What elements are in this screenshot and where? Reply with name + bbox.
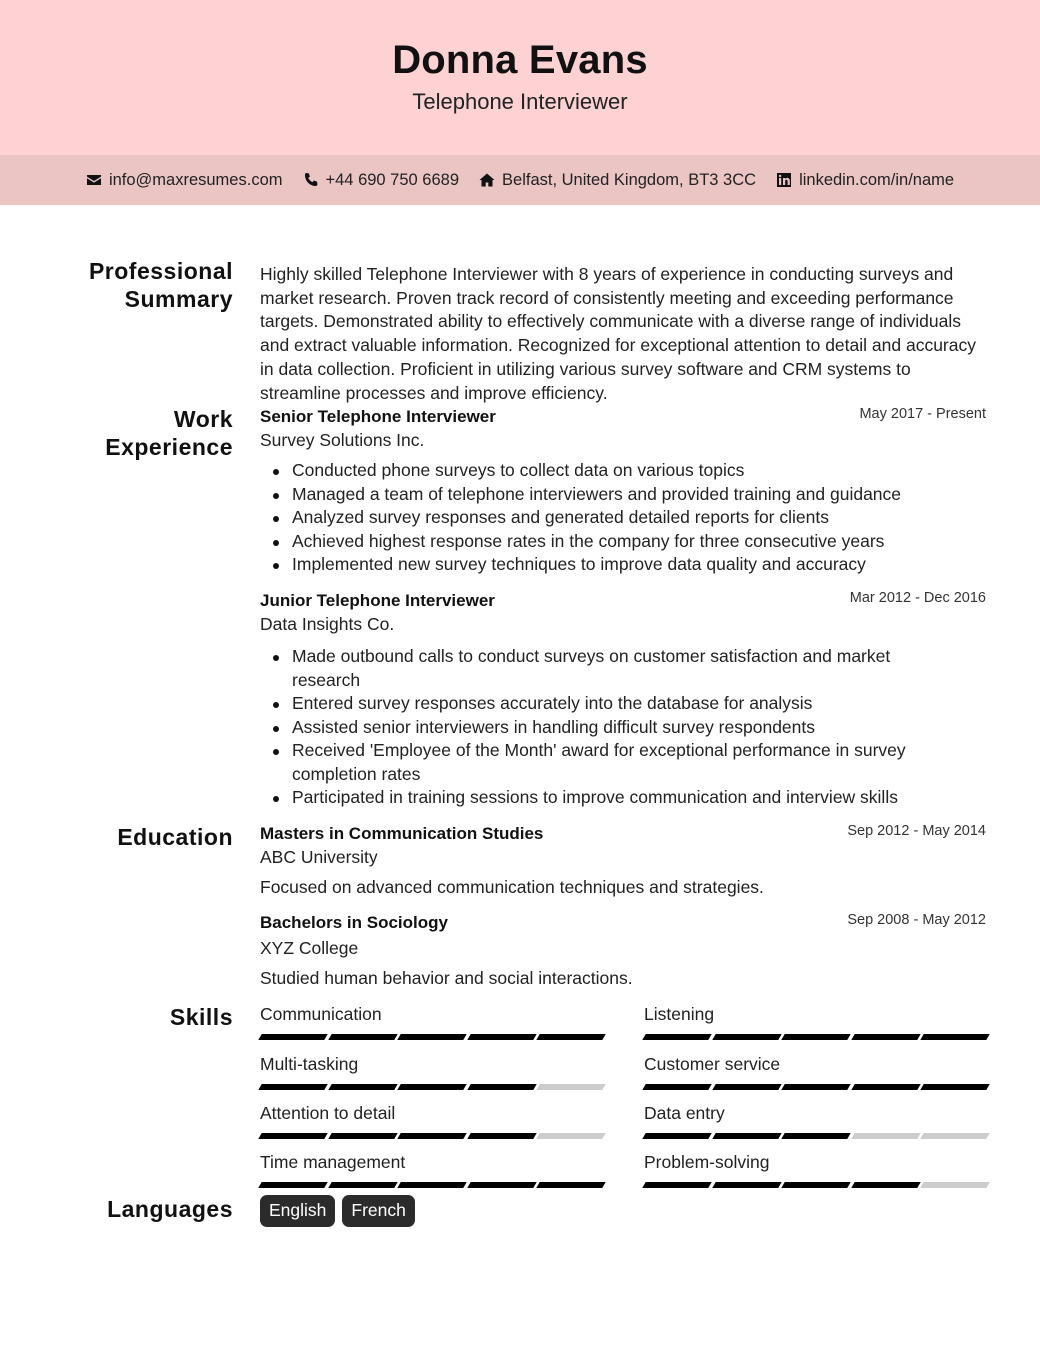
skill-segment-filled [397,1034,466,1040]
skill-segment-empty [921,1133,990,1139]
skill-segment-filled [328,1182,397,1188]
list-item: Managed a team of telephone interviewers and provided training and guidance [292,483,982,507]
skill-segment-filled [328,1034,397,1040]
list-item: Assisted senior interviewers in handling difficult survey respondents [292,716,952,740]
skill-item [260,1054,605,1090]
skill-level-bar [260,1034,605,1040]
skill-segment-filled [712,1133,781,1139]
section-title-education: Education [117,824,233,850]
job-dates: May 2017 - Present [859,406,986,422]
skill-segment-filled [467,1182,536,1188]
education-dates: Sep 2008 - May 2012 [847,912,986,928]
skill-segment-filled [328,1084,397,1090]
skill-level-bar [260,1182,605,1188]
skill-segment-filled [397,1182,466,1188]
contact-phone[interactable] [303,171,460,190]
skill-segment-filled [328,1133,397,1139]
skill-segment-filled [712,1084,781,1090]
skill-level-bar [260,1133,605,1139]
job-bullets [292,645,952,810]
contact-bar [0,155,1040,205]
list-item: Made outbound calls to conduct surveys on customer satisfaction and market research [292,645,952,692]
section-title-summary [89,257,233,313]
skill-segment-filled [712,1182,781,1188]
skill-item [644,1152,989,1188]
list-item: Entered survey responses accurately into the database for analysis [292,692,952,716]
language-list [260,1195,415,1227]
job-company: Data Insights Co. [260,614,395,634]
education-school: XYZ College [260,938,359,958]
contact-linkedin[interactable] [776,171,954,190]
section-title-work-line2: Experience [105,434,233,460]
skill-segment-filled [781,1034,850,1040]
job-company: Survey Solutions Inc. [260,430,425,450]
section-title-work [105,405,233,461]
skill-segment-filled [467,1034,536,1040]
skill-level-bar [644,1182,989,1188]
skill-segment-filled [712,1034,781,1040]
list-item: Received 'Employee of the Month' award for exceptional performance in survey completion rates [292,739,952,786]
skill-segment-empty [851,1133,920,1139]
contact-email[interactable] [86,171,283,190]
skill-level-bar [644,1133,989,1139]
list-item: Participated in training sessions to improve communication and interview skills [292,786,952,810]
education-description: Focused on advanced communication techniques and strategies. [260,877,764,897]
section-title-summary-line2: Summary [124,286,233,312]
skill-segment-empty [537,1084,606,1090]
section-title-work-line1: Work [173,406,233,432]
skill-segment-filled [258,1034,327,1040]
section-title-languages: Languages [107,1196,233,1222]
linkedin-icon [776,172,792,188]
skill-name: Attention to detail [260,1103,396,1123]
job-title: Junior Telephone Interviewer [260,591,495,610]
education-description: Studied human behavior and social interactions. [260,968,633,988]
education-dates: Sep 2012 - May 2014 [847,823,986,839]
education-school: ABC University [260,847,378,867]
skill-item [260,1152,605,1188]
skill-name: Time management [260,1152,406,1172]
skill-item [260,1004,605,1040]
skill-segment-filled [537,1182,606,1188]
list-item: Implemented new survey techniques to improve data quality and accuracy [292,553,982,577]
skill-segment-filled [781,1182,850,1188]
skill-name: Multi-tasking [260,1054,359,1074]
contact-phone-text: +44 690 750 6689 [325,170,460,189]
skill-name: Data entry [644,1103,725,1123]
skill-segment-filled [921,1034,990,1040]
contact-linkedin-text: linkedin.com/in/name [799,170,955,189]
skill-name: Listening [644,1004,715,1024]
skill-segment-filled [781,1084,850,1090]
skill-segment-filled [258,1084,327,1090]
skill-segment-filled [467,1084,536,1090]
skill-segment-empty [921,1182,990,1188]
skill-segment-filled [537,1034,606,1040]
section-title-skills: Skills [169,1004,233,1030]
candidate-job-title: Telephone Interviewer [412,89,628,114]
education-degree: Masters in Communication Studies [260,824,544,843]
section-title-summary-line1: Professional [88,258,233,284]
skill-segment-filled [642,1182,711,1188]
phone-icon [303,172,319,188]
skill-item [644,1054,989,1090]
skill-level-bar [644,1034,989,1040]
education-degree: Bachelors in Sociology [260,913,448,932]
job-dates: Mar 2012 - Dec 2016 [849,590,986,606]
skill-segment-filled [921,1084,990,1090]
skill-segment-filled [642,1133,711,1139]
resume-header [0,0,1040,155]
skill-item [644,1103,989,1139]
skill-item [644,1004,989,1040]
skill-segment-filled [781,1133,850,1139]
list-item: Analyzed survey responses and generated detailed reports for clients [292,506,982,530]
skill-segment-filled [851,1034,920,1040]
envelope-icon [86,172,102,188]
skill-level-bar [644,1084,989,1090]
candidate-name: Donna Evans [392,38,648,82]
skill-segment-filled [397,1133,466,1139]
skill-segment-filled [851,1182,920,1188]
skill-level-bar [260,1084,605,1090]
skill-item [260,1103,605,1139]
skill-segment-filled [642,1034,711,1040]
contact-address-text: Belfast, United Kingdom, BT3 3CC [502,170,757,189]
job-title: Senior Telephone Interviewer [260,407,496,426]
skill-segment-filled [258,1182,327,1188]
skill-segment-filled [642,1084,711,1090]
list-item: Achieved highest response rates in the company for three consecutive years [292,530,982,554]
contact-address [479,171,756,190]
contact-email-text: info@maxresumes.com [108,170,283,189]
skill-name: Problem-solving [644,1152,770,1172]
job-bullets [292,459,982,577]
skill-segment-filled [851,1084,920,1090]
skill-name: Communication [260,1004,382,1024]
language-tag: English [260,1195,335,1227]
skill-segment-empty [537,1133,606,1139]
home-icon [479,172,495,188]
skill-segment-filled [258,1133,327,1139]
list-item: Conducted phone surveys to collect data on various topics [292,459,982,483]
summary-text: Highly skilled Telephone Interviewer with 8 years of experience in conducting surveys and market research. Proven track record of consistently meeting and exceeding performance targets. Demonstrated ability to effectively communicate with a diverse range of individuals and extract valuable information. Recognized for exceptional attention to detail and accuracy in data collection. Proficient in utilizing various survey software and CRM systems to streamline processes and improve efficiency. [260,264,976,403]
skill-segment-filled [467,1133,536,1139]
skill-segment-filled [397,1084,466,1090]
skill-name: Customer service [644,1054,781,1074]
language-tag: French [342,1195,414,1227]
